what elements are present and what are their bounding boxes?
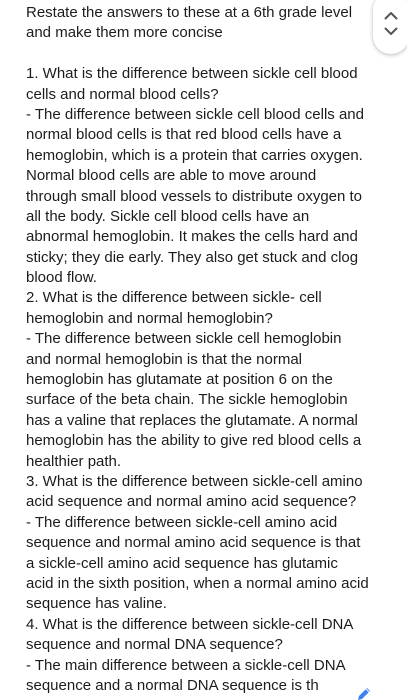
text-line: hemoglobin, which is a protein that carries oxygen. xyxy=(26,146,363,164)
text-line: hemoglobin has the ability to give red blood cells a xyxy=(26,432,362,450)
text-line: sequence has valine. xyxy=(26,595,167,613)
text-line: 1. What is the difference between sickle cell blood xyxy=(26,65,358,83)
text-line: - The difference between sickle cell hemoglobin xyxy=(26,330,342,348)
text-line: - The difference between sickle cell blood cells and xyxy=(26,105,364,123)
text-line: - The difference between sickle-cell amino acid xyxy=(26,513,338,531)
text-line: surface of the beta chain. The sickle hemoglobin xyxy=(26,391,348,409)
text-line: sequence and a normal DNA sequence is th xyxy=(26,676,319,694)
text-line: normal blood cells is that red blood cells have a xyxy=(26,126,342,144)
text-line: all the body. Sickle cell blood cells have an xyxy=(26,207,310,225)
text-line: sequence and normal amino acid sequence is that xyxy=(26,534,361,552)
text-line: acid in the sixth position, when a normal amino acid xyxy=(26,574,369,592)
text-line: and make them more concise xyxy=(26,24,223,42)
text-line: - The main difference between a sickle-cell DNA xyxy=(26,656,346,674)
text-line: cells and normal blood cells? xyxy=(26,85,219,103)
chevron-up-icon[interactable] xyxy=(381,9,401,21)
text-line: has a valine that replaces the glutamate. A normal xyxy=(26,411,358,429)
text-line: 2. What is the difference between sickle- cell xyxy=(26,289,322,307)
text-line: hemoglobin and normal hemoglobin? xyxy=(26,309,273,327)
message-navigator xyxy=(373,0,407,54)
pencil-icon xyxy=(355,685,373,700)
text-line: sticky; they die early. They also get stuck and clog xyxy=(26,248,359,266)
text-line: through small blood vessels to distribute oxygen to xyxy=(26,187,363,205)
text-line: sequence and normal DNA sequence? xyxy=(26,636,283,654)
text-line: abnormal hemoglobin. It makes the cells hard and xyxy=(26,228,358,246)
text-line xyxy=(26,44,388,64)
text-line: Restate the answers to these at a 6th grade level xyxy=(26,4,353,21)
text-line: 3. What is the difference between sickle-cell amino xyxy=(26,472,363,490)
text-line: a sickle-cell amino acid sequence has glutamic xyxy=(26,554,338,572)
chevron-down-icon[interactable] xyxy=(381,25,401,37)
text-line: healthier path. xyxy=(26,452,122,470)
text-line: blood flow. xyxy=(26,269,97,287)
edit-button[interactable] xyxy=(351,681,377,700)
text-line: acid sequence and normal amino acid sequence? xyxy=(26,493,357,511)
text-line: 4. What is the difference between sickle-cell DNA xyxy=(26,615,354,633)
text-line: and normal hemoglobin is that the normal xyxy=(26,350,302,368)
text-line: Normal blood cells are able to move around xyxy=(26,167,317,185)
message-text xyxy=(26,3,388,696)
text-line: hemoglobin has glutamate at position 6 on the xyxy=(26,371,333,389)
